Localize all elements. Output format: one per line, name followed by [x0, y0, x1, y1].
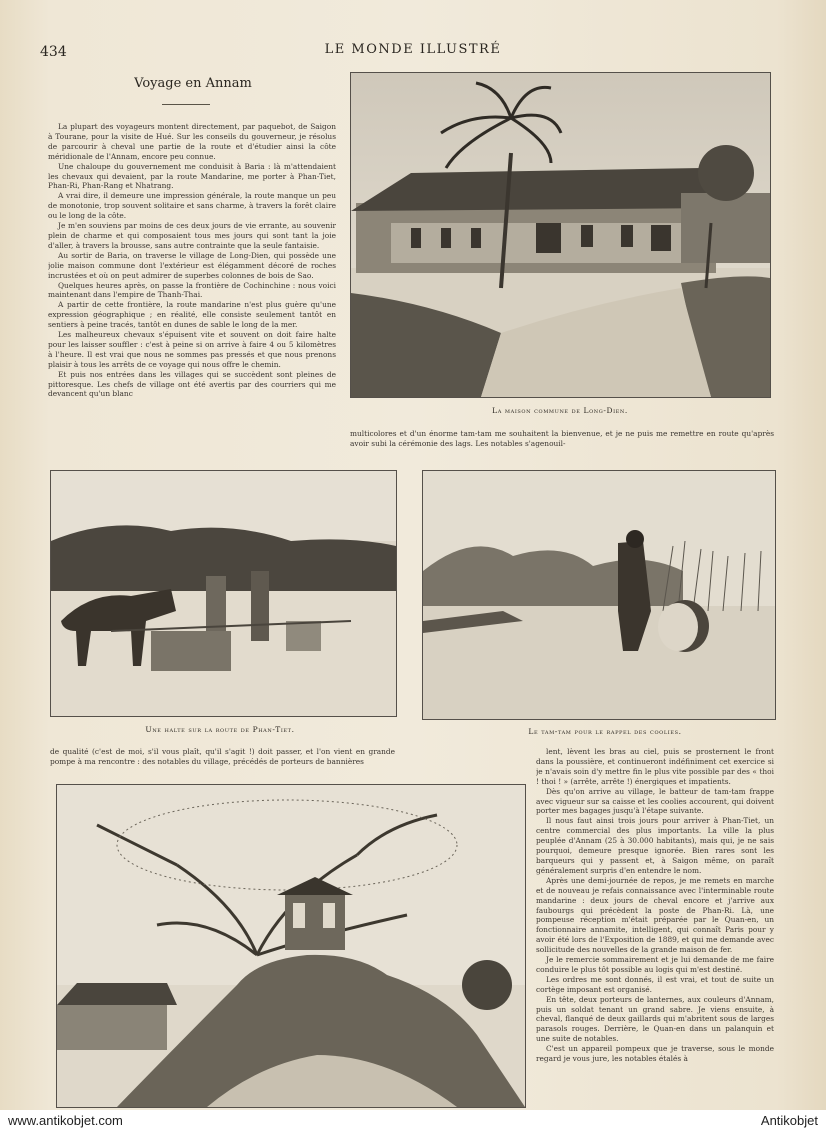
article-paragraph: A partir de cette frontière, la route mandarine n'est plus guère qu'une expression géographique ; en réalité, elle consiste seulement tantôt en sentiers à peine tracés, tantôt en dunes de sable le long de la mer. [48, 300, 336, 330]
engraving-tam-tam [422, 470, 776, 720]
article-column-right [536, 747, 774, 1107]
footer-brand: Antikobjet [760, 1113, 818, 1128]
article-paragraph: A vrai dire, il demeure une impression générale, la route manque un peu de monotonie, trop souvent solitaire et sans charme, à travers la forêt claire ou le long de la côte. [48, 191, 336, 221]
footer-url[interactable]: www.antikobjet.com [8, 1113, 123, 1128]
page-number: 434 [40, 44, 67, 60]
title-rule [162, 104, 210, 105]
article-paragraph: C'est un appareil pompeux que je traverse, sous le monde regard je vous jure, les notables étalés à [536, 1044, 774, 1064]
article-paragraph: Je le remercie sommairement et je lui demande de me faire conduire le plus tôt possible au logis qui m'est destiné. [536, 955, 774, 974]
caption-halte: Une halte sur la route de Phan-Tiet. [145, 725, 295, 734]
article-paragraph: Et puis nos entrées dans les villages qui se succèdent sont pleines de pittoresque. Les chefs de village ont été avertis par des courriers qui me devancent qu'un blanc [48, 369, 336, 399]
caption-tam-tam: Le tam-tam pour le rappel des coolies. [528, 727, 682, 736]
article-paragraph: Les malheureux chevaux s'épuisent vite et souvent on doit faire halte pour les laisser souffler : c'est à peine si on arrive à faire 4 ou 5 kilomètres à l'heure. Il est vrai que nous ne sommes pas pressés et que nous prenons plaisir à tous les arrêts de ce voyage qui nous offre le chemin. [48, 330, 336, 369]
article-title: Voyage en Annam [134, 76, 252, 91]
mid-left-text: de qualité (c'est de moi, s'il vous plaît, qu'il s'agit !) doit passer, et l'on vient en grande pompe à ma rencontre : des notables du village, précédés de porteurs de bannières [50, 747, 395, 766]
article-paragraph: La plupart des voyageurs montent directement, par paquebot, de Saigon à Tourane, pour la visite de Hué. Sur les conseils du gouverneur, je résolus de parcourir à cheval une partie de la route et d'étudier ainsi la côte méridionale de l'Annam, encore peu connue. [48, 122, 336, 161]
article-paragraph: Les ordres me sont donnés, il est vrai, et tout de suite un cortège imposant est organisé. [536, 974, 774, 994]
article-paragraph: En tête, deux porteurs de lanternes, aux couleurs d'Annam, puis un soldat tenant un grand sabre. Je viens ensuite, à cheval, flanqué de deux gaillards qui m'abritent sous de larges parasols rouges. Derrière, le Quan-en dans un palanquin et une suite de notables. [536, 994, 774, 1044]
article-column-left [48, 122, 336, 454]
article-paragraph: lent, lèvent les bras au ciel, puis se prosternent le front dans la poussière, et continueront indéfiniment cet exercice si je n'avais soin d'y mettre fin le plus vite possible par des « thoi ! thoi ! » (arrête, arrête !) énergiques et impatients. [536, 747, 774, 786]
article-paragraph: Au sortir de Baria, on traverse le village de Long-Dien, qui possède une jolie maison commune dont l'extérieur est élégamment décoré de roches incrustées et où on peut admirer de superbes colonnes de bois de Sao. [48, 250, 336, 280]
article-paragraph: Quelques heures après, on passe la frontière de Cochinchine : nous voici maintenant dans l'empire de Thanh-Thai. [48, 280, 336, 300]
article-paragraph: Dès qu'on arrive au village, le batteur de tam-tam frappe avec vigueur sur sa caisse et les coolies accourent, qui doivent porter mes bagages jusqu'à l'étape suivante. [536, 786, 774, 816]
engraving-long-dien [350, 72, 771, 398]
article-paragraph: Après une demi-journée de repos, je me remets en marche et de nouveau je refais connaissance avec l'interminable route mandarine : deux jours de cheval encore et j'arrive aux faubourgs qui précèdent la poste de Phan-Ri. Là, une pompeuse réception m'était préparée par le Quan-en, un fonctionnaire annamite, intelligent, qui connaît Paris pour y avoir été lors de l'Exposition de 1889, et qui me demande avec sollicitude des nouvelles de la grande maison de fer. [536, 875, 774, 955]
article-paragraph: Une chaloupe du gouvernement me conduisit à Baria : là m'attendaient les chevaux qui devaient, par la route Mandarine, me porter à Phan-Tiet, Phan-Ri, Phan-Rang et Nhatrang. [48, 161, 336, 191]
article-paragraph: Je m'en souviens par moins de ces deux jours de vie errante, au souvenir plein de charme et qui composaient tous mes jours qui sont tant la joie d'aller, à travers la brousse, sans autre contrainte que la seule fantaisie. [48, 221, 336, 250]
masthead: LE MONDE ILLUSTRÉ [324, 42, 502, 57]
continuation-text-top: multicolores et d'un énorme tam-tam me souhaitent la bienvenue, et je ne puis me remettre en route qu'après avoir subi la cérémonie des lags. Les notables s'agenouil- [350, 429, 774, 448]
article-paragraph: Il nous faut ainsi trois jours pour arriver à Phan-Tiet, un centre commercial des plus importants. La ville la plus peuplée d'Annam (25 à 30.000 habitants), mais qui, je ne sais pourquoi, demeure presque ignorée. Bien rares sont les barqueurs qui y passent et, à Saigon même, on paraît généralement surpris d'en entendre le nom. [536, 816, 774, 875]
engraving-rock-shrine [56, 784, 526, 1108]
caption-long-dien: La maison commune de Long-Dien. [492, 406, 628, 415]
watermark-footer [0, 1110, 826, 1131]
page-header [0, 38, 826, 62]
engraving-halte [50, 470, 397, 717]
